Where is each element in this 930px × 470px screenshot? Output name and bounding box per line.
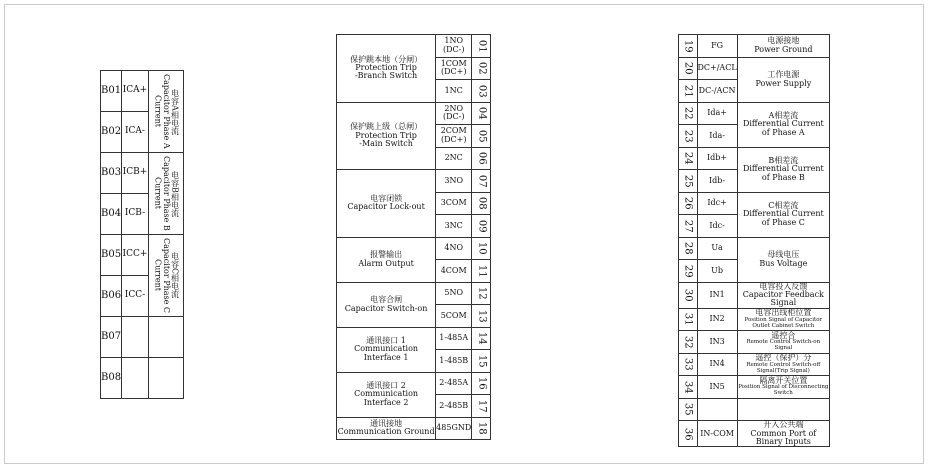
terminal-row xyxy=(679,308,830,331)
terminal-number-text: 24 xyxy=(682,151,694,165)
terminal-number xyxy=(472,170,491,193)
terminal-row xyxy=(337,35,491,58)
terminal-number-text: 20 xyxy=(682,61,694,75)
description-cn: 电容A相电流 xyxy=(170,88,180,135)
terminal-number xyxy=(472,125,491,148)
description-cn: 电容闭锁 xyxy=(370,193,403,203)
terminal-code: B02 xyxy=(101,112,122,153)
terminal-signal: 1NC xyxy=(436,80,472,103)
description-en: Common Port of Binary Inputs xyxy=(750,428,817,446)
terminal-number xyxy=(472,395,491,418)
terminal-signal: ICA- xyxy=(122,112,149,153)
terminal-number xyxy=(679,353,698,376)
terminal-signal: IN4 xyxy=(697,353,737,376)
terminal-number-text: 31 xyxy=(682,313,694,326)
terminal-number-text: 22 xyxy=(682,106,694,120)
terminal-number-text: 11 xyxy=(476,264,488,278)
terminal-number xyxy=(472,192,491,215)
terminal-number-text: 06 xyxy=(476,151,488,165)
terminal-number-text: 26 xyxy=(682,196,694,210)
terminal-row xyxy=(679,421,830,447)
terminal-number-text: 04 xyxy=(476,106,488,120)
terminal-number-text: 21 xyxy=(682,84,694,98)
terminal-number xyxy=(679,57,698,80)
terminal-signal: 3NC xyxy=(436,215,472,238)
terminal-description xyxy=(737,398,829,421)
description-en: of Phase A xyxy=(761,127,805,137)
terminal-description xyxy=(337,417,436,440)
description-text xyxy=(153,238,178,313)
terminal-number xyxy=(472,215,491,238)
description-en: Current xyxy=(153,95,163,128)
terminal-signal: Idc+ xyxy=(697,192,737,215)
description-cn: 电容C相电流 xyxy=(170,252,180,299)
terminal-description xyxy=(737,147,829,192)
terminal-signal: DC-/ACN xyxy=(697,80,737,103)
terminal-row xyxy=(679,192,830,215)
terminal-description xyxy=(737,57,829,102)
terminal-signal: Ua xyxy=(697,237,737,260)
terminal-row xyxy=(337,417,491,440)
description-en: -Branch Switch xyxy=(354,71,418,81)
terminal-signal: IN5 xyxy=(697,376,737,399)
terminal-signal: ICB+ xyxy=(122,153,149,194)
terminal-row xyxy=(679,147,830,170)
description-en: Communication xyxy=(354,389,419,399)
terminal-description xyxy=(737,353,829,376)
left-terminal-table xyxy=(100,70,184,399)
terminal-number-text: 05 xyxy=(476,129,488,143)
terminal-description xyxy=(337,282,436,327)
description-en: Capacitor Switch-on xyxy=(344,303,428,313)
terminal-description xyxy=(148,153,183,235)
terminal-number xyxy=(472,57,491,80)
terminal-code: B05 xyxy=(101,235,122,276)
terminal-row xyxy=(679,398,830,421)
terminal-code: B08 xyxy=(101,358,122,399)
terminal-signal: 5COM xyxy=(436,305,472,328)
description-en: Protection Trip xyxy=(355,63,417,73)
terminal-number-text: 32 xyxy=(682,335,694,349)
terminal-number-text: 23 xyxy=(682,129,694,143)
terminal-number-text: 17 xyxy=(476,399,488,413)
terminal-signal: 3NO xyxy=(436,170,472,193)
description-cn: 保护跳本地（分闸） xyxy=(350,54,423,64)
terminal-signal: Idb- xyxy=(697,170,737,193)
description-en: Capacitor Lock-out xyxy=(347,202,425,212)
terminal-row xyxy=(337,102,491,125)
terminal-signal: 3COM xyxy=(436,192,472,215)
terminal-number xyxy=(472,260,491,283)
right-terminal-table xyxy=(678,34,830,447)
description-en: Interface 2 xyxy=(363,397,409,407)
terminal-number-text: 03 xyxy=(476,84,488,98)
description-cn: 电容投入反馈 xyxy=(759,281,808,291)
terminal-signal xyxy=(122,358,149,399)
terminal-signal: 2NC xyxy=(436,147,472,170)
terminal-row xyxy=(679,237,830,260)
description-en: of Phase B xyxy=(761,172,805,182)
terminal-signal: ICC- xyxy=(122,276,149,317)
terminal-number xyxy=(472,35,491,58)
terminal-number-text: 13 xyxy=(476,309,488,323)
terminal-signal: 2-485A xyxy=(436,372,472,395)
terminal-number xyxy=(679,102,698,125)
terminal-description xyxy=(337,35,436,103)
terminal-number-text: 25 xyxy=(682,174,694,188)
terminal-row xyxy=(337,282,491,305)
description-cn: C相差流 xyxy=(768,200,799,210)
description-en: Capacitor Feedback Signal xyxy=(742,289,824,308)
terminal-number xyxy=(679,421,698,447)
terminal-number-text: 33 xyxy=(682,358,694,371)
terminal-number-text: 29 xyxy=(682,264,694,278)
description-en: Bus Voltage xyxy=(759,258,808,268)
terminal-number-text: 36 xyxy=(682,427,694,441)
middle-terminal-table xyxy=(336,34,491,440)
terminal-description xyxy=(337,170,436,238)
terminal-signal: Ida- xyxy=(697,125,737,148)
terminal-description xyxy=(737,102,829,147)
terminal-row xyxy=(679,376,830,399)
terminal-signal: 485GND xyxy=(436,417,472,440)
terminal-number-text: 02 xyxy=(476,61,488,75)
terminal-signal xyxy=(122,317,149,358)
description-cn: 遥控合 xyxy=(771,330,796,340)
terminal-description xyxy=(737,421,829,447)
terminal-signal: 1-485B xyxy=(436,350,472,373)
terminal-description xyxy=(337,372,436,417)
terminal-number-text: 35 xyxy=(682,403,694,416)
description-cn: 通讯接口 2 xyxy=(366,380,406,390)
terminal-signal: IN2 xyxy=(697,308,737,331)
terminal-row xyxy=(679,57,830,80)
terminal-number xyxy=(472,350,491,373)
terminal-number-text: 18 xyxy=(476,421,488,435)
terminal-number xyxy=(679,260,698,283)
terminal-code: B07 xyxy=(101,317,122,358)
terminal-signal: 1-485A xyxy=(436,327,472,350)
description-en: Alarm Output xyxy=(358,258,414,268)
description-cn: 保护跳上级（总闸） xyxy=(350,122,423,132)
terminal-signal: ICA+ xyxy=(122,71,149,112)
description-cn: 电容B相电流 xyxy=(170,170,180,217)
description-cn: B相差流 xyxy=(768,155,799,165)
terminal-number xyxy=(679,125,698,148)
description-en: Capacitor Phase C xyxy=(162,237,172,314)
terminal-number xyxy=(472,282,491,305)
terminal-row xyxy=(337,170,491,193)
description-en: Current xyxy=(153,177,163,210)
terminal-description xyxy=(737,282,829,308)
terminal-number xyxy=(679,170,698,193)
description-text xyxy=(153,156,178,231)
terminal-number xyxy=(472,417,491,440)
terminal-number-text: 15 xyxy=(476,354,488,368)
terminal-number xyxy=(679,80,698,103)
terminal-number xyxy=(472,80,491,103)
terminal-number-text: 30 xyxy=(682,288,694,302)
description-text xyxy=(153,74,178,149)
terminal-number-text: 12 xyxy=(476,286,488,300)
terminal-number-text: 07 xyxy=(476,174,488,188)
terminal-number xyxy=(472,305,491,328)
terminal-number-text: 09 xyxy=(476,219,488,233)
description-cn: 电容合闸 xyxy=(370,295,403,305)
terminal-number xyxy=(679,192,698,215)
terminal-number xyxy=(679,398,698,421)
terminal-signal: IN3 xyxy=(697,331,737,354)
terminal-description xyxy=(737,376,829,399)
terminal-signal: 5NO xyxy=(436,282,472,305)
terminal-description xyxy=(337,327,436,372)
terminal-row xyxy=(101,71,184,112)
description-cn: 电源接地 xyxy=(767,36,800,46)
terminal-row xyxy=(337,372,491,395)
terminal-signal: DC+/ACL xyxy=(697,57,737,80)
terminal-signal: Idc- xyxy=(697,215,737,238)
description-en: Position Signal of Disconnecting Switch xyxy=(738,384,829,397)
terminal-number xyxy=(679,237,698,260)
terminal-description xyxy=(148,358,183,399)
description-cn: 通讯接口 1 xyxy=(366,335,406,345)
terminal-signal: 1COM (DC+) xyxy=(436,57,472,80)
terminal-signal: 2-485B xyxy=(436,395,472,418)
terminal-description xyxy=(737,192,829,237)
terminal-number xyxy=(472,147,491,170)
terminal-number xyxy=(472,102,491,125)
terminal-signal: 1NO (DC-) xyxy=(436,35,472,58)
terminal-signal: 4COM xyxy=(436,260,472,283)
terminal-signal: Ida+ xyxy=(697,102,737,125)
description-en: Communication xyxy=(354,344,419,354)
description-en: Differential Current xyxy=(742,209,824,219)
description-cn: 开入公共端 xyxy=(763,420,804,430)
terminal-signal: FG xyxy=(697,35,737,58)
description-cn: A相差流 xyxy=(768,110,799,120)
description-en: Position Signal of Capacitor Outlet Cabinet Switch xyxy=(744,316,823,329)
description-en: Communication Ground xyxy=(337,427,435,437)
terminal-signal: 4NO xyxy=(436,237,472,260)
terminal-signal: IN1 xyxy=(697,282,737,308)
description-en: Differential Current xyxy=(742,164,824,174)
description-cn: 工作电源 xyxy=(767,70,800,80)
terminal-row xyxy=(679,35,830,58)
description-en: Interface 1 xyxy=(363,352,409,362)
description-en: Remote Control Switch-off Signal(Trip Signal) xyxy=(746,361,821,374)
terminal-code: B04 xyxy=(101,194,122,235)
terminal-row xyxy=(101,153,184,194)
description-en: Power Ground xyxy=(754,44,813,54)
terminal-number xyxy=(472,372,491,395)
terminal-row xyxy=(679,102,830,125)
description-en: Capacitor Phase A xyxy=(162,74,172,149)
terminal-number xyxy=(679,376,698,399)
terminal-number-text: 10 xyxy=(476,241,488,255)
description-en: Current xyxy=(153,259,163,292)
terminal-description xyxy=(148,235,183,317)
description-en: -Main Switch xyxy=(359,138,413,148)
terminal-description xyxy=(737,308,829,331)
terminal-signal: 2COM (DC+) xyxy=(436,125,472,148)
terminal-row xyxy=(679,282,830,308)
description-cn: 电容出线柜位置 xyxy=(755,308,812,318)
terminal-number-text: 28 xyxy=(682,241,694,255)
terminal-number-text: 16 xyxy=(476,376,488,390)
terminal-description xyxy=(337,102,436,170)
terminal-code: B01 xyxy=(101,71,122,112)
terminal-code: B03 xyxy=(101,153,122,194)
terminal-number-text: 08 xyxy=(476,196,488,210)
terminal-row xyxy=(337,327,491,350)
terminal-number xyxy=(679,215,698,238)
description-en: Protection Trip xyxy=(355,130,417,140)
terminal-number xyxy=(472,327,491,350)
description-en: Differential Current xyxy=(742,119,824,129)
terminal-signal: ICB- xyxy=(122,194,149,235)
terminal-number xyxy=(679,282,698,308)
terminal-number xyxy=(679,308,698,331)
description-en: Capacitor Phase B xyxy=(162,156,172,231)
terminal-signal: 2NO (DC-) xyxy=(436,102,472,125)
terminal-description xyxy=(737,237,829,282)
terminal-signal: Ub xyxy=(697,260,737,283)
terminal-number-text: 19 xyxy=(682,39,694,53)
terminal-signal: Idb+ xyxy=(697,147,737,170)
description-cn: 报警输出 xyxy=(370,250,403,260)
terminal-number xyxy=(472,237,491,260)
description-cn: 隔离开关位置 xyxy=(759,375,808,385)
terminal-row xyxy=(101,358,184,399)
terminal-signal: IN-COM xyxy=(697,421,737,447)
terminal-signal: ICC+ xyxy=(122,235,149,276)
terminal-number xyxy=(679,147,698,170)
terminal-signal xyxy=(697,398,737,421)
description-en: of Phase C xyxy=(761,217,805,227)
terminal-description xyxy=(737,331,829,354)
description-cn: 遥控（保护）分 xyxy=(755,353,812,363)
terminal-number xyxy=(679,331,698,354)
terminal-description xyxy=(737,35,829,58)
terminal-row xyxy=(679,353,830,376)
terminal-description xyxy=(337,237,436,282)
terminal-row xyxy=(101,235,184,276)
terminal-row xyxy=(337,237,491,260)
description-cn: 母线电压 xyxy=(767,250,800,260)
terminal-number xyxy=(679,35,698,58)
terminal-description xyxy=(148,317,183,358)
terminal-number-text: 27 xyxy=(682,219,694,233)
description-cn: 通讯接地 xyxy=(370,418,403,428)
terminal-code: B06 xyxy=(101,276,122,317)
terminal-number-text: 34 xyxy=(682,380,694,394)
terminal-row xyxy=(679,331,830,354)
terminal-number-text: 14 xyxy=(476,331,488,345)
terminal-number-text: 01 xyxy=(476,39,488,53)
description-en: Remote Control Switch-on Signal xyxy=(746,339,821,352)
description-en: Power Supply xyxy=(755,78,812,88)
terminal-description xyxy=(148,71,183,153)
terminal-row xyxy=(101,317,184,358)
